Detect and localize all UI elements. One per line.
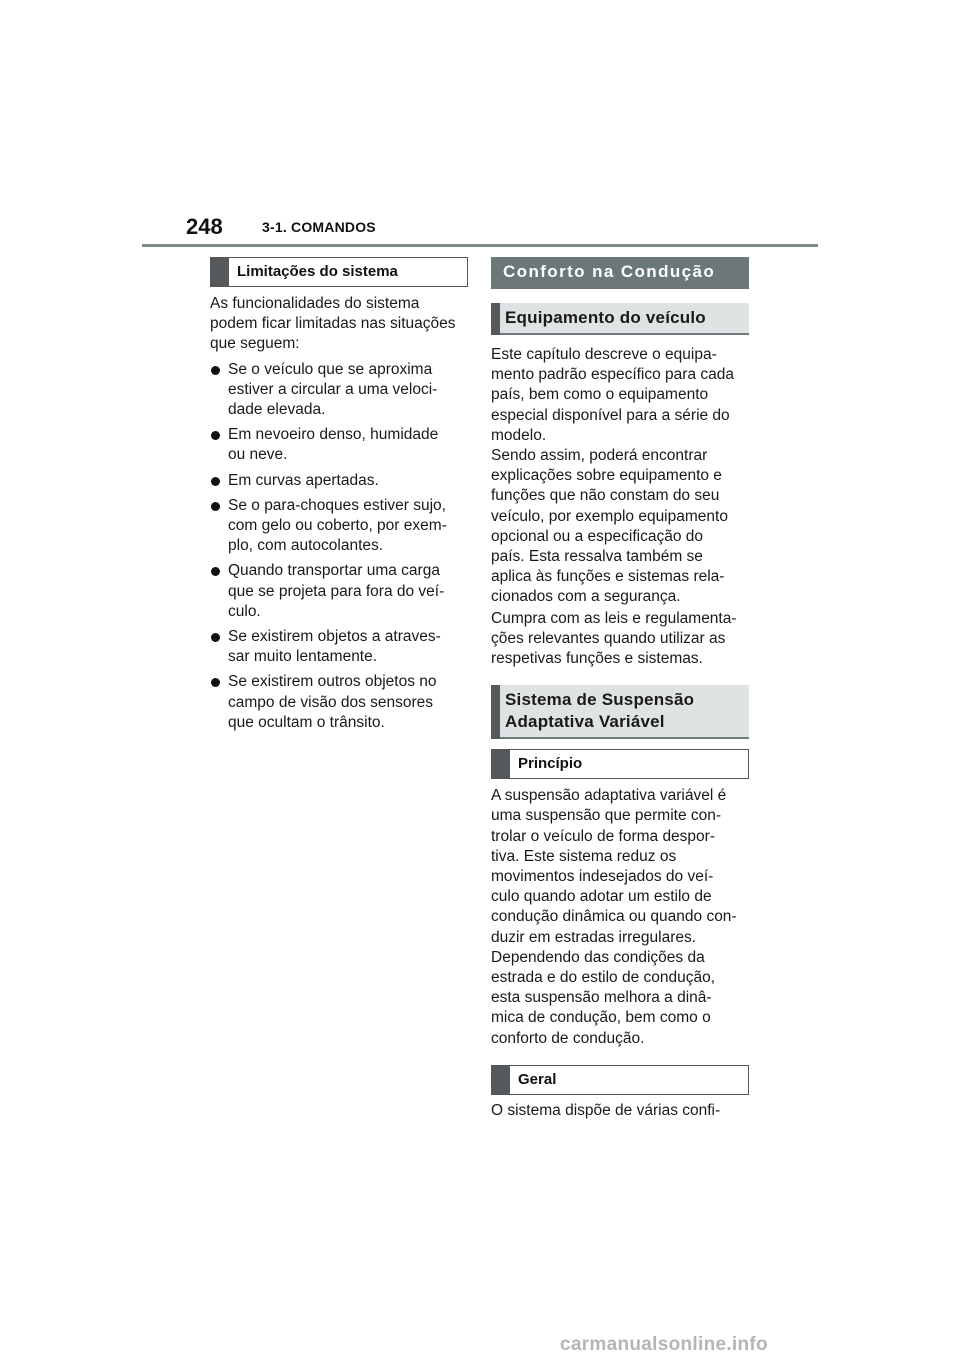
bullet-icon bbox=[211, 502, 220, 511]
subheading-tab bbox=[492, 750, 510, 778]
right-column bbox=[491, 257, 749, 1121]
list-item bbox=[210, 496, 468, 557]
section-tab bbox=[491, 303, 500, 335]
text-line: Se existirem objetos a atraves- bbox=[228, 628, 441, 646]
paragraph: A suspensão adaptativa variável é uma suspensão que permite con- trolar o veículo de forma despor- tiva. Este sistema reduz os movimentos indesejados do veí- culo quando adotar um estilo de condução dinâmica ou quando con- duzir em estradas irregulares. Dependendo das condições da estrada e do estilo de condução, esta suspensão melhora a dinâ- mica de condução, bem como o conforto de condução. bbox=[491, 787, 737, 1047]
text-line: com gelo ou coberto, por exem- bbox=[228, 517, 447, 535]
section-tab bbox=[491, 685, 500, 739]
subheading-tab bbox=[492, 1066, 510, 1094]
text-line: sar muito lentamente. bbox=[228, 648, 378, 666]
section-title: Sistema de Suspensão Adaptativa Variável bbox=[505, 690, 695, 732]
paragraph: Sendo assim, poderá encontrar explicações sobre equipamento e funções que não constam do seu veículo, por exemplo equipamento opcional ou a especificação do país. Esta ressalva também se aplica às funções e sistemas rela- cionados com a segurança. bbox=[491, 447, 728, 606]
text-line: que ocultam o trânsito. bbox=[228, 713, 385, 731]
text-line: estiver a circular a uma veloci- bbox=[228, 380, 438, 398]
list-item bbox=[210, 561, 468, 622]
paragraph: Este capítulo descreve o equipa- mento padrão específico para cada país, bem como o equipamento especial disponível para a série do modelo. bbox=[491, 346, 734, 444]
bullet-icon bbox=[211, 477, 220, 486]
list-item bbox=[210, 672, 468, 733]
bullet-icon bbox=[211, 366, 220, 375]
chapter-banner: Conforto na Condução bbox=[491, 257, 749, 289]
text-line: Se o veículo que se aproxima bbox=[228, 360, 433, 378]
list-item bbox=[210, 627, 468, 667]
header-rule bbox=[142, 244, 818, 247]
text-line: Se existirem outros objetos no bbox=[228, 673, 437, 691]
subheading-label: Limitações do sistema bbox=[237, 263, 398, 280]
text-line: As funcionalidades do sistema bbox=[210, 295, 420, 312]
text-line: culo. bbox=[228, 602, 261, 620]
watermark: carmanualsonline.info bbox=[560, 1334, 768, 1355]
bullet-icon bbox=[211, 678, 220, 687]
subheading-label: Princípio bbox=[518, 755, 583, 773]
paragraph: Cumpra com as leis e regulamenta- ções relevantes quando utilizar as respetivas funções e sistemas. bbox=[491, 609, 737, 668]
text-line: Quando transportar uma carga bbox=[228, 562, 440, 580]
text-line: campo de visão dos sensores bbox=[228, 693, 434, 711]
list-item bbox=[210, 471, 468, 491]
text-line: Se o para-choques estiver sujo, bbox=[228, 496, 446, 514]
subheading-tab bbox=[211, 258, 229, 286]
list-item bbox=[210, 360, 468, 421]
bullet-icon bbox=[211, 431, 220, 440]
section-title: Equipamento do veículo bbox=[505, 308, 706, 327]
paragraph: O sistema dispõe de várias confi- bbox=[491, 1101, 721, 1119]
subheading-label: Geral bbox=[518, 1070, 557, 1088]
subheading-limitacoes bbox=[210, 257, 468, 287]
text-line: Em nevoeiro denso, humidade bbox=[228, 426, 439, 444]
section-heading-suspensao bbox=[491, 685, 749, 739]
text-line: Em curvas apertadas. bbox=[228, 471, 379, 489]
text-line: que se projeta para fora do veí- bbox=[228, 582, 445, 600]
text-line: podem ficar limitadas nas situações bbox=[210, 315, 456, 333]
subheading-geral bbox=[491, 1065, 749, 1095]
text-line: ou neve. bbox=[228, 446, 288, 464]
text-line: plo, com autocolantes. bbox=[228, 537, 384, 555]
page-number: 248 bbox=[186, 214, 223, 239]
subheading-principio bbox=[491, 749, 749, 779]
bullet-icon bbox=[211, 567, 220, 576]
text-line: dade elevada. bbox=[228, 401, 326, 419]
section-heading-equipamento bbox=[491, 303, 749, 335]
intro-paragraph bbox=[210, 294, 468, 355]
chapter-title: 3-1. COMANDOS bbox=[262, 219, 376, 235]
left-column bbox=[210, 257, 468, 733]
text-line: que seguem: bbox=[210, 335, 300, 353]
limitations-list bbox=[210, 360, 468, 733]
list-item bbox=[210, 425, 468, 465]
bullet-icon bbox=[211, 633, 220, 642]
